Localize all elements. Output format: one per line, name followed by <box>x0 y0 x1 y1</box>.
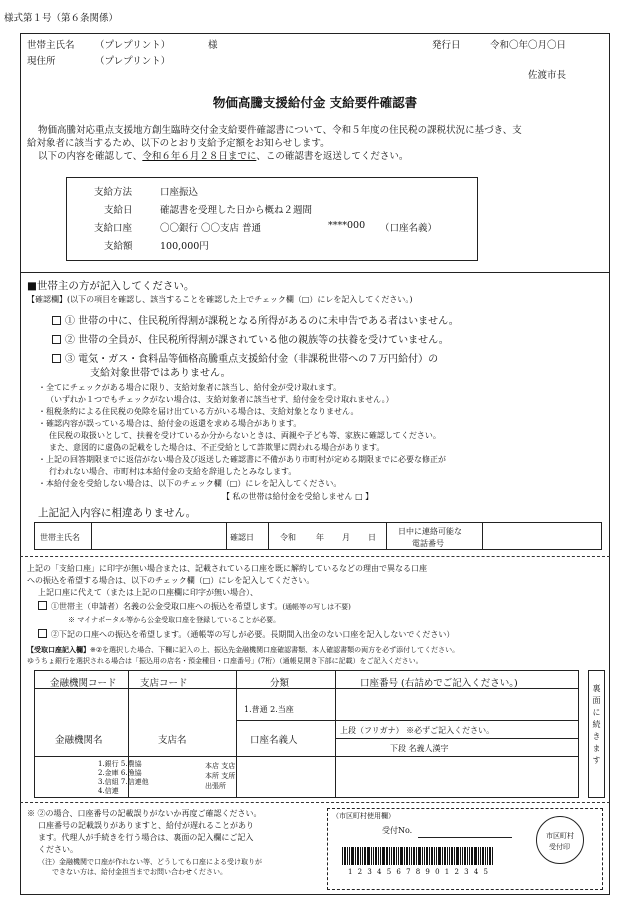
barcode-bar <box>460 847 461 865</box>
checkbox-2[interactable] <box>52 335 61 344</box>
option-1-sub: ※ マイナポータル等から公金受取口座を登録していることが必要。 <box>68 616 281 624</box>
barcode-bar <box>424 847 425 865</box>
type-options[interactable]: 1.普通 2.当座 <box>244 705 294 714</box>
account-header: 口座番号 (右詰めでご記入ください。) <box>360 678 518 689</box>
sign-name-label: 世帯主氏名 <box>40 533 80 542</box>
barcode-bar <box>389 847 390 865</box>
barcode-bar <box>467 847 468 865</box>
barcode-bar <box>391 847 392 865</box>
branch-code-header: 支店コード <box>140 678 188 689</box>
barcode-bar <box>456 847 459 865</box>
barcode-bar <box>406 847 408 865</box>
barcode-bar <box>378 847 379 865</box>
barcode-bar <box>447 847 448 865</box>
barcode-bar <box>360 847 361 865</box>
barcode-bar <box>429 847 430 865</box>
barcode-bar <box>373 847 374 865</box>
householder-value: （プレプリント） <box>95 40 171 51</box>
barcode-bar <box>393 847 395 865</box>
yucho-instructions: ゆうちょ銀行を選択される場合は「振込用の店名・預金種目・口座番号」(7桁）（通帳見開き下部に記載）をご記入ください。 <box>27 657 423 665</box>
stamp-text-2: 受付印 <box>549 843 570 851</box>
barcode-bar <box>431 847 433 865</box>
barcode-bar <box>400 847 403 865</box>
barcode-bar <box>404 847 405 865</box>
type-header: 分類 <box>270 678 290 689</box>
barcode-bar <box>422 847 423 865</box>
branch-name-header: 支店名 <box>158 735 187 746</box>
issue-label: 発行日 <box>432 40 461 51</box>
sign-year: 年 <box>316 533 324 542</box>
barcode-bar <box>386 847 388 865</box>
bank-code-header: 金融機関コード <box>50 678 117 689</box>
checkbox-3[interactable] <box>52 354 61 363</box>
section2-intro-1: 上記の「支給口座」に印字が無い場合または、記載されている口座を既に解約しているなどの理由で異なる口座 <box>27 564 427 573</box>
phone-label: 日中に連絡可能な <box>398 527 462 536</box>
barcode-bar <box>347 847 348 865</box>
payment-account-value: 〇〇銀行 〇〇支店 普通 <box>160 223 262 234</box>
decline-checkbox[interactable]: 【 私の世帯は給付金を受給しません □ 】 <box>222 492 374 501</box>
barcode-bar <box>413 847 415 865</box>
receive-instructions: 【受取口座記入欄】※②を選択した場合、下欄に記入の上、振込先金融機関口座確認書類、本人確認書類の両方を必ず添付してください。 <box>27 645 460 654</box>
footer-note-1: ※ ②の場合、口座番号の記載誤りがないか再度ご確認ください。 <box>27 809 262 818</box>
deadline: 令和６年６月２８日までに <box>142 151 257 162</box>
barcode-bar <box>375 847 377 865</box>
householder-label: 世帯主氏名 <box>27 40 75 51</box>
note-1: ・全てにチェックがある場合に限り、支給対象者に該当し、給付金が受け取れます。 <box>38 383 342 392</box>
confirm-instructions: 【確認欄】(以下の項目を確認し、該当することを確認した上でチェック欄（□）にレを記入してください。) <box>27 295 413 304</box>
note-2: （いずれか１つでもチェックがない場合は、支給対象者に該当せず、給付金を受け取れません。） <box>46 395 394 404</box>
barcode-bar <box>349 847 350 865</box>
barcode-bar <box>482 847 484 865</box>
barcode-bar <box>426 847 428 865</box>
barcode-bar <box>451 847 453 865</box>
barcode-bar <box>442 847 443 865</box>
barcode-bar <box>409 847 410 865</box>
barcode-bar <box>371 847 372 865</box>
payment-date-label: 支給日 <box>104 205 133 216</box>
barcode-bar <box>436 847 437 865</box>
office-use-label: （市区町村使用欄） <box>332 812 395 820</box>
barcode-bar <box>492 847 493 865</box>
barcode-digits: 1 2 3 4 5 6 7 8 9 0 1 2 3 4 5 <box>348 868 490 876</box>
section1-heading: ■世帯主の方が記入してください。 <box>27 280 195 292</box>
intro-line-2: 給対象者に該当するため、以下のとおり支給予定額をお知らせします。 <box>27 138 330 149</box>
barcode-bar <box>489 847 491 865</box>
note-4: ・確認内容が誤っている場合は、給付金の返還を求める場合があります。 <box>38 419 302 428</box>
note-3: ・租税条約による住民税の免除を届け出ている方がいる場合は、支給対象となりません。 <box>38 407 359 416</box>
note-8: 行われない場合、市町村は本給付金の支給を辞退したとみなします。 <box>49 467 297 476</box>
sign-month: 月 <box>342 533 350 542</box>
receipt-label: 受付No. <box>382 826 413 835</box>
barcode-bar <box>411 847 412 865</box>
footer-note-2: 口座番号の記載誤りがありますと、給付が遅れることがあり <box>38 821 254 830</box>
intro-line-3: 以下の内容を確認して、令和６年６月２８日までに、この確認書を返送してください。 <box>38 151 409 162</box>
option-2-checkbox[interactable] <box>38 629 47 638</box>
side-note: 裏面に続きます <box>592 684 601 768</box>
barcode-bar <box>418 847 421 865</box>
payment-account-number: ****000 <box>328 220 366 231</box>
address-value: （プレプリント） <box>95 56 171 67</box>
stamp-text: 市区町村 <box>546 832 574 840</box>
barcode-bar <box>396 847 397 865</box>
check-item-1[interactable]: ① 世帯の中に、住民税所得割が課税となる所得があるのに未申告である者はいません。 <box>52 312 459 327</box>
check-item-3[interactable]: ③ 電気・ガス・食料品等価格高騰重点支援給付金（非課税世帯への７万円給付）の <box>52 350 438 365</box>
barcode-bar <box>469 847 470 865</box>
barcode-bar <box>474 847 477 865</box>
section2-intro-2: への振込を希望する場合は、以下のチェック欄（□）にレを記入してください。 <box>27 576 315 585</box>
document-title: 物価高騰支援給付金 支給要件確認書 <box>212 95 418 110</box>
holder-header: 口座名義人 <box>250 735 298 746</box>
barcode-bar <box>444 847 446 865</box>
upper-row-label: 上段（フリガナ） ※必ずご記入ください。 <box>340 726 495 735</box>
barcode <box>342 847 493 865</box>
note-5: 住民税の取扱いとして、扶養を受けているか分からないときは、両親や子ども等、家族に確認してください。 <box>49 431 441 440</box>
barcode-bar <box>364 847 366 865</box>
barcode-bar <box>416 847 417 865</box>
barcode-bar <box>380 847 381 865</box>
barcode-bar <box>478 847 479 865</box>
barcode-bar <box>357 847 359 865</box>
option-1[interactable]: ①世帯主（申請者）名義の公金受取口座への振込を希望します。(通帳等の写しは不要) <box>38 601 351 612</box>
payment-method-value: 口座振込 <box>160 187 199 198</box>
note-7: ・上記の回答期限までに返信がない場合及び返送した確認書に不備があり市町村が定める期限までに必要な修正が <box>38 455 446 464</box>
note-9: ・本給付金を受給しない場合は、以下のチェック欄（□）にレを記入してください。 <box>38 479 342 488</box>
dashed-divider <box>20 556 610 557</box>
section2-intro-3: 上記口座に代えて（または上記の口座欄に印字が無い場合）、 <box>38 588 258 597</box>
barcode-bar <box>434 847 435 865</box>
barcode-bar <box>480 847 481 865</box>
payment-account-holder: （口座名義） <box>380 223 438 234</box>
barcode-bar <box>485 847 486 865</box>
bank-type-list: 1.銀行 5.農協 2.金庫 6.漁協 3.信組 7.信連他 4.信連 <box>98 760 149 795</box>
sign-date-label: 確認日 <box>230 533 254 542</box>
bank-name-header: 金融機関名 <box>55 735 103 746</box>
barcode-bar <box>449 847 450 865</box>
barcode-bar <box>487 847 488 865</box>
note-6: また、意図的に虚偽の記載をした場合は、不正受給として詐欺罪に問われる場合があります。 <box>49 443 385 452</box>
footer-note-5: （注）金融機関で口座が作れない等、どうしても口座による受け取りが <box>38 858 262 866</box>
payment-amount-value: 100,000円 <box>160 241 209 252</box>
branch-type-list: 本店 支店 本所 支所 出張所 <box>205 762 236 790</box>
footer-note-3: ます。代理人が手続きを行う場合は、裏面の記入欄にご記入 <box>38 833 254 842</box>
barcode-bar <box>367 847 370 865</box>
barcode-bar <box>464 847 466 865</box>
barcode-bar <box>382 847 385 865</box>
barcode-bar <box>351 847 354 865</box>
barcode-bar <box>355 847 356 865</box>
barcode-bar <box>471 847 473 865</box>
form-number: 様式第１号（第６条関係） <box>4 13 119 24</box>
payment-method-label: 支給方法 <box>94 187 133 198</box>
barcode-bar <box>344 847 346 865</box>
sign-era: 令和 <box>280 533 296 542</box>
issuer: 佐渡市長 <box>528 70 567 81</box>
lower-row-label: 下段 名義人漢字 <box>390 744 449 753</box>
barcode-bar <box>342 847 343 865</box>
option-2[interactable]: ②下記の口座への振込を希望します。（通帳等の写しが必要。長期間入出金のない口座を記入しないでください） <box>38 629 454 640</box>
issue-date: 令和〇年〇月〇日 <box>490 40 567 51</box>
footer-note-4: ください。 <box>38 845 78 854</box>
check-item-3-cont: 支給対象世帯ではありません。 <box>90 368 231 379</box>
payment-amount-label: 支給額 <box>104 241 133 252</box>
footer-note-6: できない方は、給付金担当までお問い合わせください。 <box>52 868 227 876</box>
option-1-checkbox[interactable] <box>38 601 47 610</box>
barcode-bar <box>438 847 441 865</box>
agree-statement: 上記記入内容に相違ありません。 <box>38 507 197 519</box>
barcode-bar <box>454 847 455 865</box>
barcode-bar <box>462 847 463 865</box>
checkbox-1[interactable] <box>52 316 61 325</box>
sign-day: 日 <box>368 533 376 542</box>
barcode-bar <box>362 847 363 865</box>
address-label: 現住所 <box>27 56 56 67</box>
phone-label-2: 電話番号 <box>412 539 444 548</box>
payment-date-value: 確認書を受理した日から概ね２週間 <box>160 205 313 216</box>
footer-divider <box>20 802 610 803</box>
check-item-2[interactable]: ② 世帯の全員が、住民税所得割が課されている他の親族等の扶養を受けていません。 <box>52 331 449 346</box>
honorific: 様 <box>208 40 218 51</box>
intro-line-1: 物価高騰対応重点支援地方創生臨時交付金支給要件確認書について、令和５年度の住民税の課税状況に基づき、支 <box>38 125 522 136</box>
payment-account-label: 支給口座 <box>94 223 133 234</box>
divider <box>20 272 610 273</box>
barcode-bar <box>398 847 399 865</box>
